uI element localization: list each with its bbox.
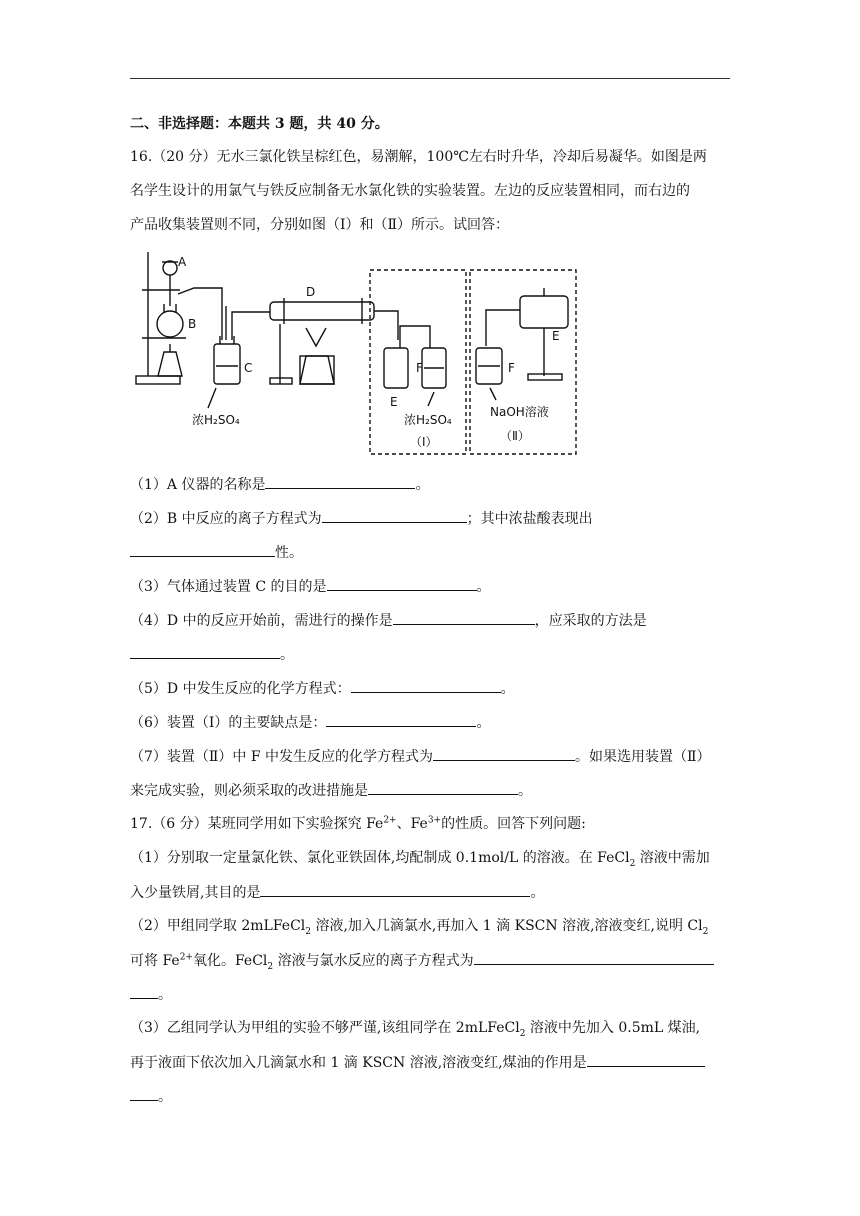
apparatus-diagram (130, 248, 580, 456)
answer-blank[interactable] (474, 950, 714, 965)
reagent-f-i: 浓H₂SO₄ (404, 413, 452, 427)
q17-part-3: （3）乙组同学认为甲组的实验不够严谨,该组同学在 2mLFeCl$_2$ 溶液中先加入 0.5mL 煤油, (130, 1020, 701, 1039)
answer-blank[interactable] (130, 1086, 158, 1101)
answer-blank[interactable] (587, 1052, 705, 1067)
answer-blank[interactable] (433, 746, 575, 761)
q16-intro-3: 产品收集装置则不同，分别如图（Ⅰ）和（Ⅱ）所示。试回答： (130, 217, 510, 233)
q16-intro-2: 名学生设计的用氯气与铁反应制备无水氯化铁的实验装置。左边的反应装置相同，而右边的 (130, 183, 690, 199)
q17-part-1: （1）分别取一定量氯化铁、氯化亚铁固体,均配制成 0.1mol/L 的溶液。在 FeCl$_2$ 溶液中需加 (130, 850, 710, 869)
answer-blank[interactable] (393, 610, 535, 625)
answer-blank[interactable] (351, 678, 501, 693)
answer-blank[interactable] (322, 508, 467, 523)
q17-part-2: （2）甲组同学取 2mLFeCl$_2$ 溶液,加入几滴氯水,再加入 1 滴 KSCN 溶液,溶液变红,说明 $Cl_2$ (130, 918, 709, 937)
label-a: A (178, 255, 187, 269)
burner-1 (158, 352, 182, 376)
answer-blank[interactable] (130, 542, 275, 557)
section-header: 二、非选择题：本题共 3 题，共 40 分。 (130, 116, 389, 132)
q17-part-2-cont2: 。 (130, 984, 730, 1005)
q16-part-6: （6）装置（Ⅰ）的主要缺点是： 。 (130, 712, 730, 733)
q17-intro: 17.（6 分）某班同学用如下实验探究 $Fe^{2+}$、$Fe^{3+}$的性质。回答下列问题: (130, 815, 586, 832)
answer-blank[interactable] (265, 474, 415, 489)
answer-blank[interactable] (326, 712, 476, 727)
flask-b (157, 311, 183, 337)
q16-part-2: （2）B 中反应的离子方程式为 ；其中浓盐酸表现出 (130, 508, 730, 529)
bottle-c (214, 344, 240, 384)
q16-part-4: （4）D 中的反应开始前，需进行的操作是 ，应采取的方法是 (130, 610, 730, 631)
tag-i: （Ⅰ） (410, 435, 438, 449)
q17-part-3-cont2: 。 (130, 1086, 730, 1107)
label-e-i: E (390, 395, 398, 409)
answer-blank[interactable] (327, 576, 477, 591)
answer-blank[interactable] (368, 780, 518, 795)
q16-part-7: （7）装置（Ⅱ）中 F 中发生反应的化学方程式为 。如果选用装置（Ⅱ） (130, 746, 730, 767)
q16-intro-1: 16.（20 分）无水三氯化铁呈棕红色，易潮解，100℃左右时升华，冷却后易凝华。如图是两 (130, 149, 707, 165)
answer-blank[interactable] (260, 882, 530, 897)
q17-part-2-cont: 可将 $Fe^{2+}$氧化。FeCl$_2$ 溶液与氯水反应的离子方程式为 (130, 950, 730, 971)
reagent-f-ii: NaOH溶液 (490, 405, 549, 419)
q16-part-1: （1）A 仪器的名称是 。 (130, 474, 730, 495)
q16-part-7-cont: 来完成实验，则必须采取的改进措施是 。 (130, 780, 730, 801)
flask-e-ii (520, 296, 568, 328)
q16-part-2-cont: 性。 (130, 542, 730, 563)
label-f-i: F (416, 361, 423, 375)
label-e-ii: E (552, 329, 560, 343)
header-rule (130, 78, 730, 79)
stand-base (136, 376, 180, 384)
apparatus-figure (130, 248, 580, 456)
bottle-e-i (384, 348, 408, 388)
q16-part-3: （3）气体通过装置 C 的目的是 。 (130, 576, 730, 597)
funnel-a-bulb (163, 261, 177, 275)
label-f-ii: F (508, 361, 515, 375)
label-c: C (244, 361, 253, 375)
q17-part-1-cont: 入少量铁屑,其目的是 。 (130, 882, 730, 903)
answer-blank[interactable] (130, 984, 158, 999)
answer-blank[interactable] (130, 644, 280, 659)
label-b: B (188, 317, 197, 331)
q16-part-5: （5）D 中发生反应的化学方程式： 。 (130, 678, 730, 699)
q17-part-3-cont: 再于液面下依次加入几滴氯水和 1 滴 KSCN 溶液,溶液变红,煤油的作用是 (130, 1052, 730, 1073)
apparatus-ii-box (470, 270, 576, 454)
label-d: D (306, 285, 316, 299)
reagent-c: 浓H₂SO₄ (192, 413, 240, 427)
q16-part-4-cont: 。 (130, 644, 730, 665)
burner-2 (300, 356, 334, 384)
tube-d (270, 302, 374, 320)
tag-ii: （Ⅱ） (500, 429, 530, 443)
